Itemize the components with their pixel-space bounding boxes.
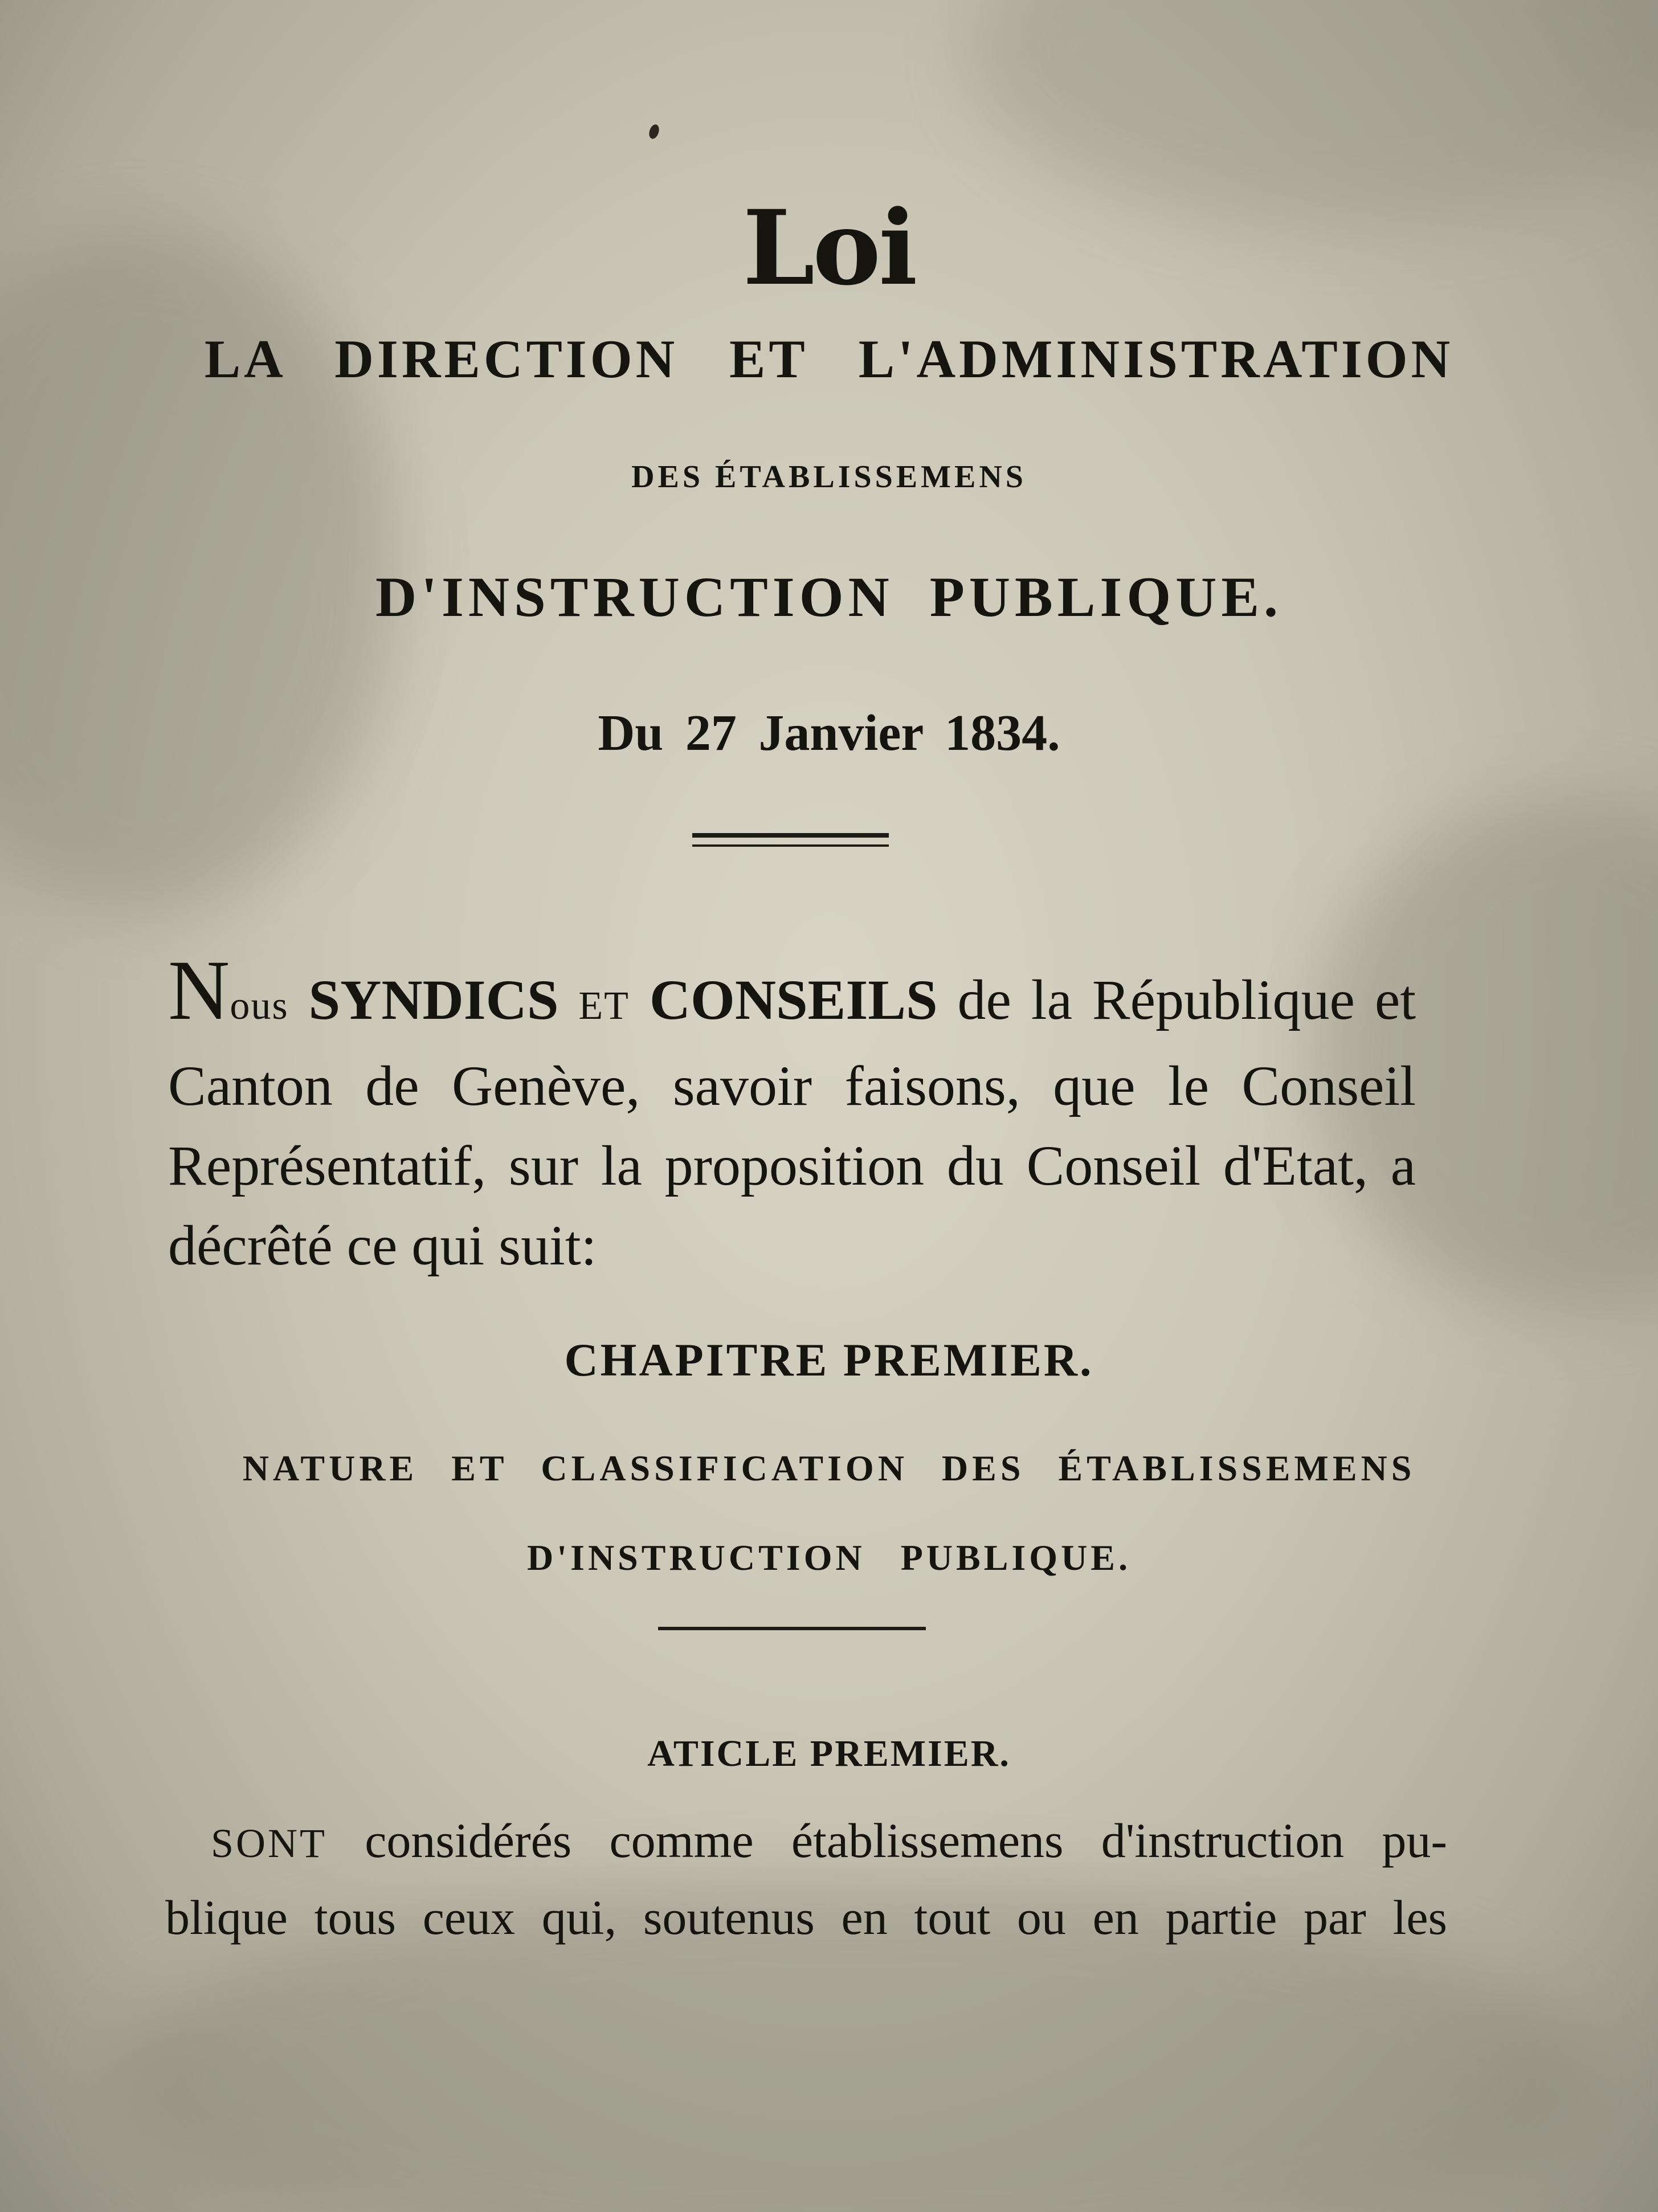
subtitle-public-instruction: D'INSTRUCTION PUBLIQUE. (375, 565, 1283, 628)
preamble-paragraph (168, 943, 1416, 1285)
subtitle-direction: LA DIRECTION ET L'ADMINISTRATION (204, 329, 1454, 389)
ink-spot (647, 123, 660, 140)
single-rule-divider (658, 1627, 926, 1630)
article-line-1 (165, 1803, 1447, 1880)
law-date: Du 27 Janvier 1834. (598, 705, 1060, 761)
chapter-title-line-1: NATURE ET CLASSIFICATION DES ÉTABLISSEMENS (242, 1448, 1416, 1488)
preamble-syndics: SYNDICS (308, 968, 559, 1031)
chapter-title-line-2: D'INSTRUCTION PUBLIQUE. (527, 1537, 1131, 1578)
article-line-1-text: considérés comme établissemens d'instruction pu- (365, 1813, 1447, 1868)
preamble-text: de la République et Canton de Genève, savoir faisons, que le Conseil Représentatif, sur la proposition du Conseil d'Etat, a décrêté ce qui suit: (168, 968, 1416, 1277)
drop-cap: N (168, 943, 230, 1038)
article-body (165, 1803, 1447, 1954)
preamble-smallcaps: ous (230, 984, 289, 1028)
law-title: Loi (742, 188, 916, 308)
article-lead-word: SONT (211, 1821, 328, 1866)
article-heading: ATICLE PREMIER. (647, 1733, 1011, 1774)
preamble-conseils: CONSEILS (649, 968, 938, 1031)
double-rule-divider (692, 833, 889, 847)
article-line-2: blique tous ceux qui, soutenus en tout ou en partie par les (165, 1890, 1447, 1945)
subtitle-establishments: DES ÉTABLISSEMENS (631, 459, 1027, 495)
chapter-heading: CHAPITRE PREMIER. (564, 1334, 1094, 1386)
preamble-et: ET (578, 984, 630, 1028)
